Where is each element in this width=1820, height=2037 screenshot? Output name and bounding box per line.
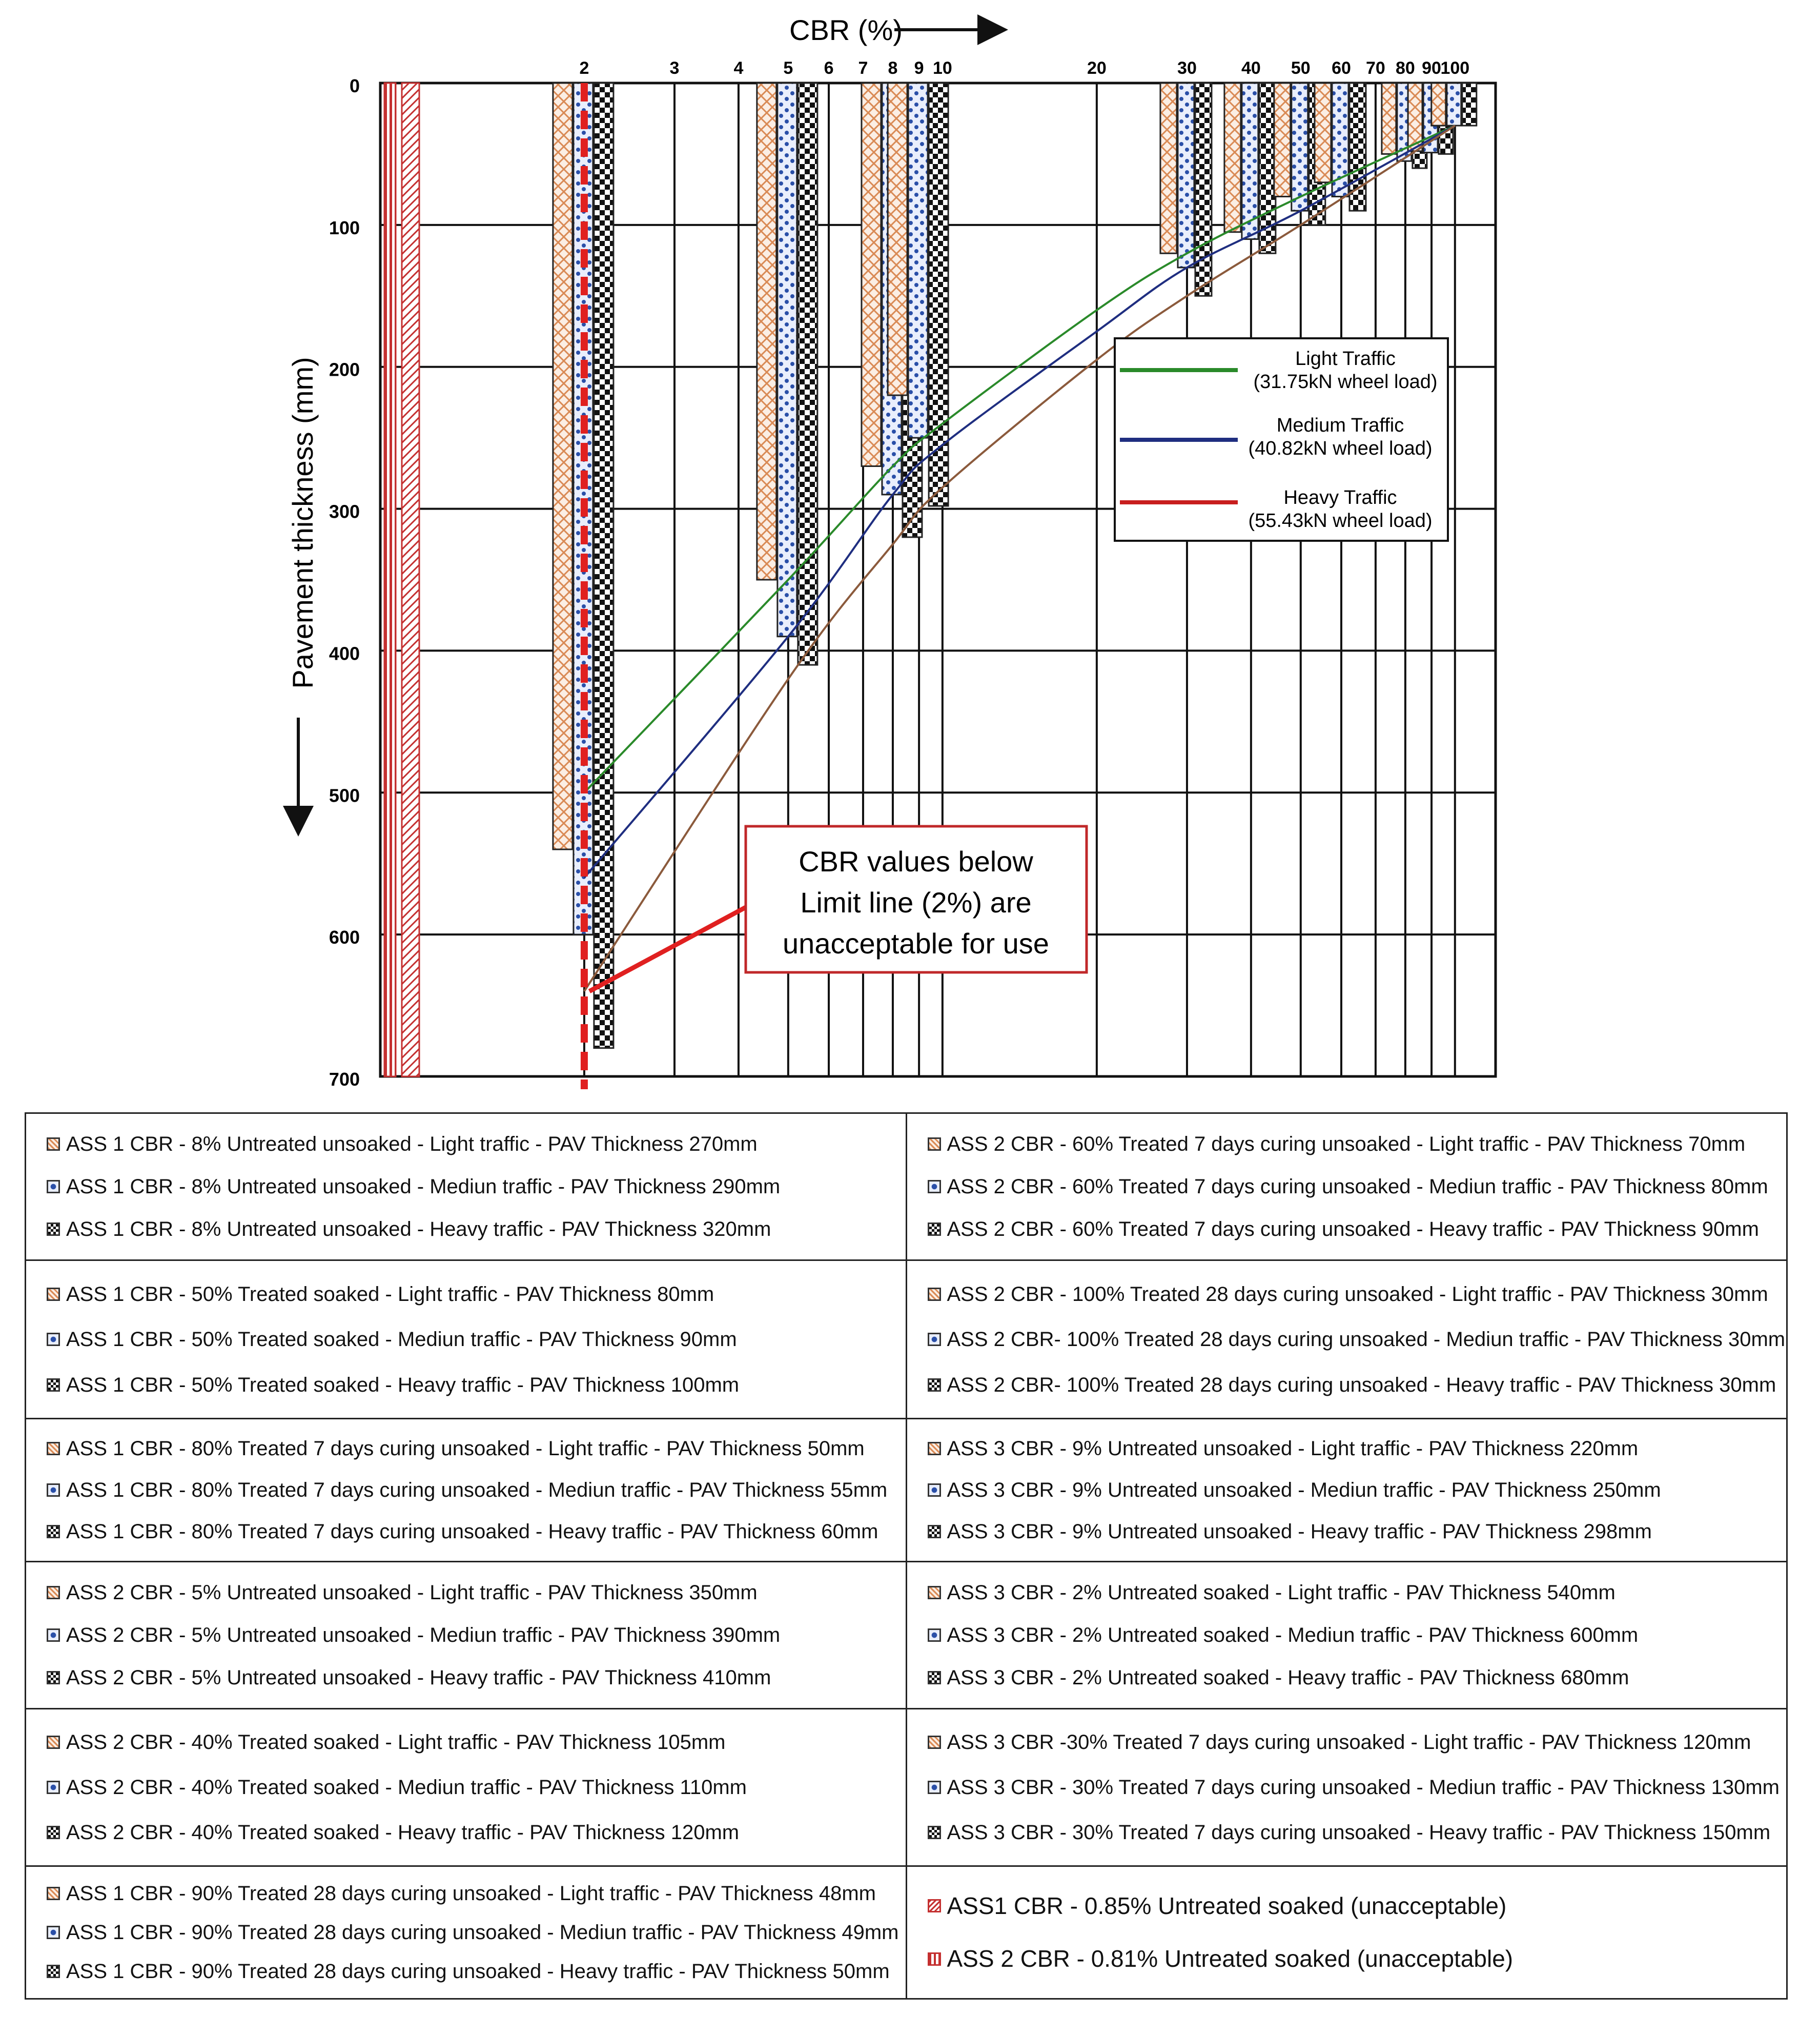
pattern-swatch-icon <box>928 1223 941 1236</box>
bar-light <box>1274 83 1291 196</box>
x-tick-label: 5 <box>783 58 793 78</box>
pattern-swatch-icon <box>928 1483 941 1497</box>
legend-entry <box>26 1881 906 1906</box>
legend-entry-text: ASS 2 CBR - 5% Untreated unsoaked - Mediun traffic - PAV Thickness 390mm <box>66 1624 781 1646</box>
legend-entry-text: ASS 1 CBR - 50% Treated soaked - Light traffic - PAV Thickness 80mm <box>66 1282 714 1306</box>
legend-entry-text: ASS 2 CBR- 100% Treated 28 days curing unsoaked - Heavy traffic - PAV Thickness 30mm <box>947 1373 1776 1396</box>
pattern-swatch-icon <box>47 1965 60 1978</box>
legend-entry <box>26 1217 906 1241</box>
x-tick-label: 3 <box>669 58 680 78</box>
legend-entry <box>907 1436 1787 1461</box>
pattern-swatch-icon <box>47 1288 60 1301</box>
legend-entry <box>907 1132 1787 1156</box>
legend-entry-text: ASS 1 CBR - 8% Untreated unsoaked - Heavy traffic - PAV Thickness 320mm <box>66 1218 771 1240</box>
legend-entry-text: ASS 2 CBR - 40% Treated soaked - Heavy traffic - PAV Thickness 120mm <box>66 1821 740 1844</box>
legend-cell-left <box>26 1113 907 1260</box>
legend-entry <box>26 1580 906 1605</box>
x-tick-label: 4 <box>733 58 744 78</box>
legend-cell-right <box>906 1260 1787 1419</box>
pattern-swatch-icon <box>47 1736 60 1749</box>
legend-row <box>26 1709 1787 1866</box>
bar-light <box>888 83 907 395</box>
bar-light <box>862 83 881 466</box>
unacceptable-bar <box>384 83 396 1076</box>
x-tick-label: 20 <box>1087 58 1107 78</box>
y-tick-label: 300 <box>329 501 360 522</box>
legend-entry <box>907 1665 1787 1690</box>
legend-entry <box>26 1282 906 1307</box>
pattern-swatch-icon <box>928 1586 941 1599</box>
pattern-swatch-icon <box>928 1378 941 1392</box>
x-tick-label: 30 <box>1177 58 1197 78</box>
bar-medium <box>1292 83 1308 211</box>
pattern-swatch-icon <box>928 1442 941 1455</box>
pattern-swatch-icon <box>47 1887 60 1900</box>
pattern-swatch-icon <box>928 1525 941 1538</box>
legend-entry-text: ASS 1 CBR - 90% Treated 28 days curing unsoaked - Mediun traffic - PAV Thickness 49mm <box>66 1921 899 1944</box>
y-axis-title: Pavement thickness (mm) <box>287 357 319 689</box>
legend-light-sub: (31.75kN wheel load) <box>1253 371 1438 393</box>
legend-row <box>26 1113 1787 1260</box>
legend-row <box>26 1260 1787 1419</box>
pattern-swatch-icon <box>928 1137 941 1151</box>
pattern-swatch-icon <box>928 1899 941 1912</box>
legend-entry <box>907 1327 1787 1352</box>
unacceptable-bar <box>402 83 419 1076</box>
legend-row <box>26 1866 1787 1999</box>
legend-row <box>26 1419 1787 1562</box>
legend-entry <box>907 1820 1787 1845</box>
legend-entry <box>907 1519 1787 1544</box>
legend-entry <box>907 1174 1787 1199</box>
x-tick-label: 50 <box>1291 58 1311 78</box>
bar-medium <box>1178 83 1194 268</box>
x-tick-label: 8 <box>888 58 898 78</box>
legend-cell-right <box>906 1866 1787 1999</box>
legend-entry-text: ASS 3 CBR - 9% Untreated unsoaked - Mediun traffic - PAV Thickness 250mm <box>947 1479 1661 1501</box>
legend-entry <box>26 1730 906 1755</box>
legend-entry-text: ASS 1 CBR - 90% Treated 28 days curing unsoaked - Light traffic - PAV Thickness 48mm <box>66 1882 876 1905</box>
legend-cell-right <box>906 1419 1787 1562</box>
y-tick-label: 0 <box>349 75 360 96</box>
bar-heavy <box>594 83 614 1048</box>
pattern-swatch-icon <box>47 1826 60 1839</box>
legend-entry <box>26 1775 906 1800</box>
legend-entry <box>26 1820 906 1845</box>
annotation-line-2: Limit line (2%) are <box>800 886 1032 919</box>
legend-entry-text: ASS 3 CBR - 30% Treated 7 days curing unsoaked - Mediun traffic - PAV Thickness 130mm <box>947 1776 1780 1799</box>
x-tick-label: 10 <box>932 58 952 78</box>
legend-entry-text: ASS 1 CBR - 8% Untreated unsoaked - Light traffic - PAV Thickness 270mm <box>66 1133 758 1155</box>
pattern-swatch-icon <box>47 1525 60 1538</box>
x-tick-label: 9 <box>914 58 924 78</box>
pattern-swatch-icon <box>928 1628 941 1642</box>
bar-light <box>1432 83 1446 126</box>
pattern-swatch-icon <box>47 1483 60 1497</box>
legend-entry <box>907 1478 1787 1502</box>
legend-entry-text: ASS 3 CBR - 9% Untreated unsoaked - Heavy traffic - PAV Thickness 298mm <box>947 1520 1652 1543</box>
legend-entry-text: ASS 3 CBR - 30% Treated 7 days curing unsoaked - Heavy traffic - PAV Thickness 150mm <box>947 1821 1771 1844</box>
pattern-swatch-icon <box>47 1671 60 1684</box>
legend-heavy-sub: (55.43kN wheel load) <box>1248 510 1433 532</box>
pattern-swatch-icon <box>928 1736 941 1749</box>
x-tick-label: 90 <box>1422 58 1441 78</box>
legend-entry-text: ASS 1 CBR - 80% Treated 7 days curing unsoaked - Mediun traffic - PAV Thickness 55mm <box>66 1479 888 1501</box>
bar-light <box>1315 83 1331 182</box>
legend-cell-left <box>26 1260 907 1419</box>
legend-entry-text: ASS 2 CBR - 40% Treated soaked - Mediun traffic - PAV Thickness 110mm <box>66 1776 747 1799</box>
legend-entry-text: ASS 2 CBR - 60% Treated 7 days curing unsoaked - Mediun traffic - PAV Thickness 80mm <box>947 1175 1768 1198</box>
legend-entry-text: ASS 2 CBR - 60% Treated 7 days curing unsoaked - Heavy traffic - PAV Thickness 90mm <box>947 1218 1759 1240</box>
x-tick-label: 6 <box>824 58 834 78</box>
pattern-swatch-icon <box>47 1628 60 1642</box>
pattern-swatch-icon <box>47 1223 60 1236</box>
legend-entry-text: ASS 2 CBR - 40% Treated soaked - Light traffic - PAV Thickness 105mm <box>66 1731 726 1754</box>
pattern-swatch-icon <box>928 1781 941 1794</box>
legend-cell-right <box>906 1113 1787 1260</box>
legend-entry-text: ASS1 CBR - 0.85% Untreated soaked (unacceptable) <box>947 1892 1507 1919</box>
x-tick-label: 80 <box>1396 58 1415 78</box>
legend-entry <box>907 1945 1787 1973</box>
y-tick-label: 500 <box>329 785 360 806</box>
pattern-swatch-icon <box>928 1333 941 1346</box>
legend-entry <box>907 1373 1787 1397</box>
legend-table <box>25 1112 1788 2000</box>
legend-entry-text: ASS 2 CBR - 0.81% Untreated soaked (unacceptable) <box>947 1945 1514 1972</box>
bar-heavy <box>798 83 817 665</box>
legend-cell-right <box>906 1709 1787 1866</box>
legend-entry-text: ASS 3 CBR - 2% Untreated soaked - Light traffic - PAV Thickness 540mm <box>947 1581 1615 1604</box>
pattern-swatch-icon <box>928 1952 941 1966</box>
pattern-swatch-icon <box>47 1586 60 1599</box>
legend-cell-left <box>26 1419 907 1562</box>
bar-light <box>1382 83 1396 154</box>
x-axis-title: CBR (%) <box>789 14 903 46</box>
x-tick-label: 60 <box>1332 58 1351 78</box>
legend-entry <box>907 1623 1787 1647</box>
legend-entry <box>26 1665 906 1690</box>
bar-light <box>1160 83 1177 253</box>
legend-entry <box>26 1519 906 1544</box>
legend-medium-label: Medium Traffic <box>1276 415 1404 436</box>
legend-entry-text: ASS 1 CBR - 80% Treated 7 days curing unsoaked - Heavy traffic - PAV Thickness 60mm <box>66 1520 878 1543</box>
bar-light <box>1224 83 1241 232</box>
bar-medium <box>1242 83 1258 239</box>
pattern-swatch-icon <box>928 1671 941 1684</box>
annotation-line-1: CBR values below <box>799 845 1033 878</box>
y-tick-label: 400 <box>329 643 360 664</box>
legend-entry <box>26 1436 906 1461</box>
y-tick-label: 200 <box>329 359 360 380</box>
legend-medium-sub: (40.82kN wheel load) <box>1248 438 1433 459</box>
legend-entry-text: ASS 1 CBR - 90% Treated 28 days curing unsoaked - Heavy traffic - PAV Thickness 50mm <box>66 1960 890 1983</box>
legend-entry-text: ASS 2 CBR - 100% Treated 28 days curing unsoaked - Light traffic - PAV Thickness 30mm <box>947 1282 1768 1306</box>
pattern-swatch-icon <box>928 1826 941 1839</box>
legend-heavy-label: Heavy Traffic <box>1283 487 1397 508</box>
legend-entry <box>26 1920 906 1945</box>
legend-light-label: Light Traffic <box>1295 348 1396 370</box>
limit-annotation <box>589 826 1087 991</box>
legend-entry <box>907 1892 1787 1920</box>
legend-cell-left <box>26 1562 907 1709</box>
x-tick-label: 100 <box>1440 58 1470 78</box>
pattern-swatch-icon <box>47 1442 60 1455</box>
legend-entry <box>26 1174 906 1199</box>
legend-entry <box>26 1373 906 1397</box>
pattern-swatch-icon <box>47 1333 60 1346</box>
bar-medium <box>1332 83 1348 196</box>
pattern-swatch-icon <box>47 1378 60 1392</box>
curve-legend <box>1115 338 1448 541</box>
legend-entry <box>26 1132 906 1156</box>
legend-entry <box>907 1775 1787 1800</box>
legend-entry-text: ASS 2 CBR - 5% Untreated unsoaked - Light traffic - PAV Thickness 350mm <box>66 1581 758 1604</box>
legend-entry-text: ASS 1 CBR - 50% Treated soaked - Heavy traffic - PAV Thickness 100mm <box>66 1373 740 1396</box>
pattern-swatch-icon <box>47 1137 60 1151</box>
legend-entry <box>907 1217 1787 1241</box>
legend-entry-text: ASS 2 CBR- 100% Treated 28 days curing unsoaked - Mediun traffic - PAV Thickness 30mm <box>947 1328 1786 1351</box>
pattern-swatch-icon <box>47 1180 60 1193</box>
bar-medium <box>1447 83 1461 126</box>
legend-entry <box>907 1580 1787 1605</box>
pattern-swatch-icon <box>47 1926 60 1939</box>
bar-heavy <box>1462 83 1477 126</box>
legend-cell-left <box>26 1866 907 1999</box>
y-tick-label: 600 <box>329 927 360 948</box>
bar-light <box>553 83 572 849</box>
bar-heavy <box>1195 83 1212 296</box>
pattern-swatch-icon <box>47 1781 60 1794</box>
legend-entry-text: ASS 1 CBR - 80% Treated 7 days curing unsoaked - Light traffic - PAV Thickness 50mm <box>66 1437 865 1460</box>
legend-entry <box>26 1327 906 1352</box>
bar-medium <box>908 83 928 438</box>
annotation-line-3: unacceptable for use <box>783 927 1049 960</box>
legend-entry-text: ASS 3 CBR - 2% Untreated soaked - Heavy traffic - PAV Thickness 680mm <box>947 1666 1629 1689</box>
x-tick-label: 40 <box>1241 58 1261 78</box>
legend-entry-text: ASS 2 CBR - 5% Untreated unsoaked - Heavy traffic - PAV Thickness 410mm <box>66 1666 771 1689</box>
x-tick-label: 2 <box>579 58 589 78</box>
legend-entry <box>907 1282 1787 1307</box>
y-tick-label: 700 <box>329 1069 360 1090</box>
legend-entry <box>907 1730 1787 1755</box>
x-tick-label: 70 <box>1366 58 1385 78</box>
legend-entry-text: ASS 1 CBR - 8% Untreated unsoaked - Mediun traffic - PAV Thickness 290mm <box>66 1175 781 1198</box>
legend-entry-text: ASS 2 CBR - 60% Treated 7 days curing unsoaked - Light traffic - PAV Thickness 70mm <box>947 1133 1746 1155</box>
legend-entry-text: ASS 3 CBR -30% Treated 7 days curing unsoaked - Light traffic - PAV Thickness 120mm <box>947 1731 1751 1754</box>
legend-row <box>26 1562 1787 1709</box>
legend-entry <box>26 1623 906 1647</box>
legend-entry-text: ASS 3 CBR - 2% Untreated soaked - Mediun traffic - PAV Thickness 600mm <box>947 1624 1639 1646</box>
bar-light <box>757 83 776 580</box>
bar-medium <box>778 83 797 637</box>
legend-entry-text: ASS 1 CBR - 50% Treated soaked - Mediun traffic - PAV Thickness 90mm <box>66 1328 737 1351</box>
pattern-swatch-icon <box>928 1288 941 1301</box>
legend-entry <box>26 1959 906 1984</box>
y-tick-label: 100 <box>329 217 360 238</box>
legend-cell-left <box>26 1709 907 1866</box>
x-tick-label: 7 <box>858 58 868 78</box>
legend-entry-text: ASS 3 CBR - 9% Untreated unsoaked - Light traffic - PAV Thickness 220mm <box>947 1437 1639 1460</box>
pattern-swatch-icon <box>928 1180 941 1193</box>
legend-entry <box>26 1478 906 1502</box>
legend-cell-right <box>906 1562 1787 1709</box>
